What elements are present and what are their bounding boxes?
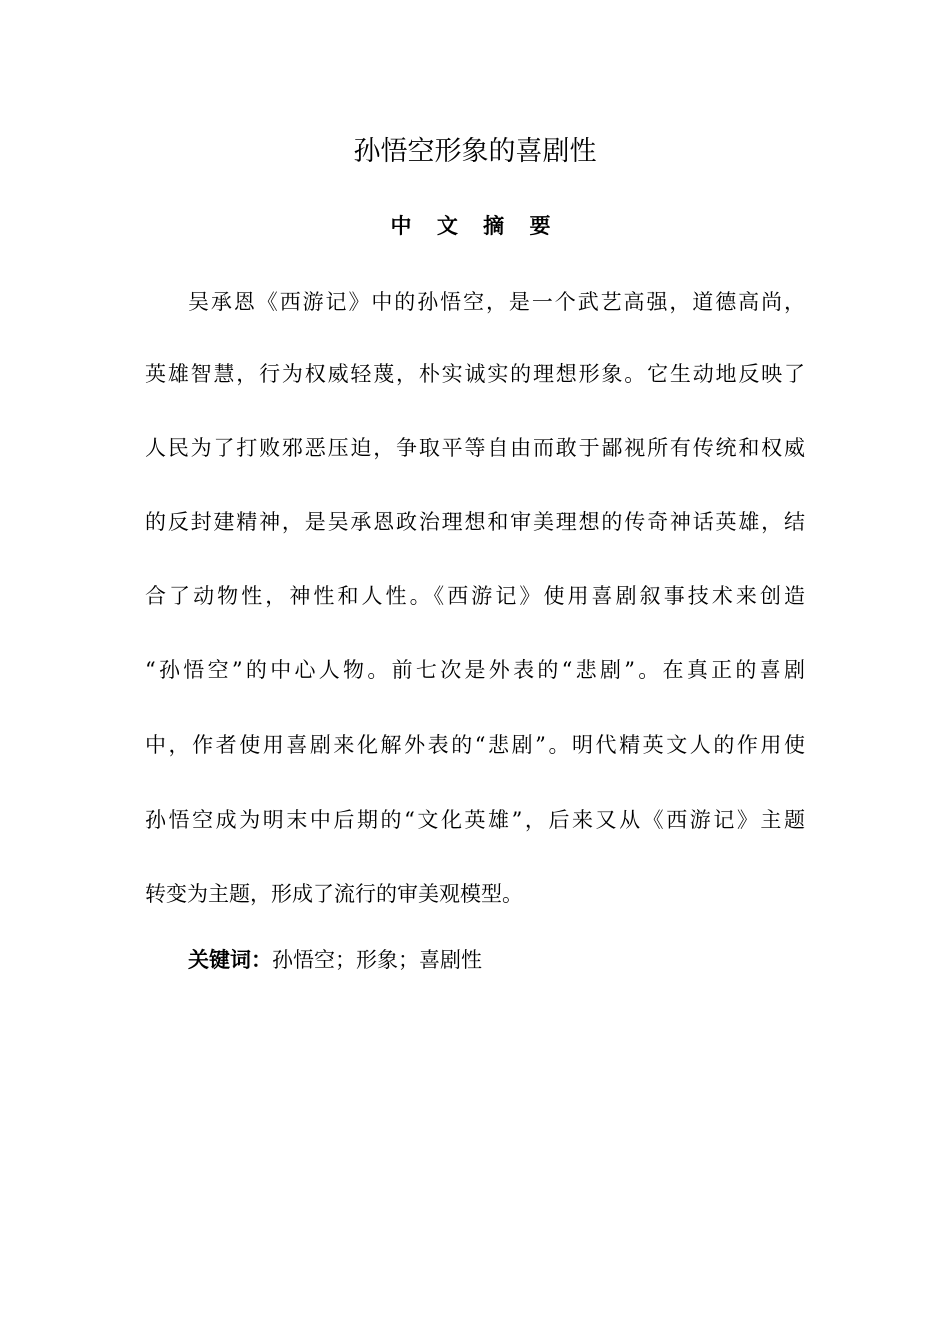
abstract-line: “孙悟空”的中心人物。前七次是外表的“悲剧”。在真正的喜剧 <box>145 658 805 682</box>
abstract-line: 转变为主题，形成了流行的审美观模型。 <box>145 882 523 906</box>
keywords <box>188 944 482 976</box>
document-title: 孙悟空形象的喜剧性 <box>353 136 597 167</box>
keywords-value: 孙悟空；形象；喜剧性 <box>272 948 482 972</box>
abstract-line: 的反封建精神，是吴承恩政治理想和审美理想的传奇神话英雄，结 <box>145 510 805 534</box>
abstract-line: 中，作者使用喜剧来化解外表的“悲剧”。明代精英文人的作用使 <box>145 733 805 757</box>
abstract-line: 人民为了打败邪恶压迫，争取平等自由而敢于鄙视所有传统和权威 <box>145 436 805 460</box>
abstract-line: 孙悟空成为明末中后期的“文化英雄”，后来又从《西游记》主题 <box>145 808 805 832</box>
abstract-line: 英雄智慧，行为权威轻蔑，朴实诚实的理想形象。它生动地反映了 <box>145 362 805 386</box>
keywords-label: 关键词： <box>188 948 272 972</box>
abstract-line: 吴承恩《西游记》中的孙悟空，是一个武艺高强，道德高尚， <box>188 290 805 314</box>
abstract-line: 合了动物性，神性和人性。《西游记》使用喜剧叙事技术来创造 <box>145 584 805 608</box>
abstract-heading: 中 文 摘 要 <box>390 214 560 238</box>
